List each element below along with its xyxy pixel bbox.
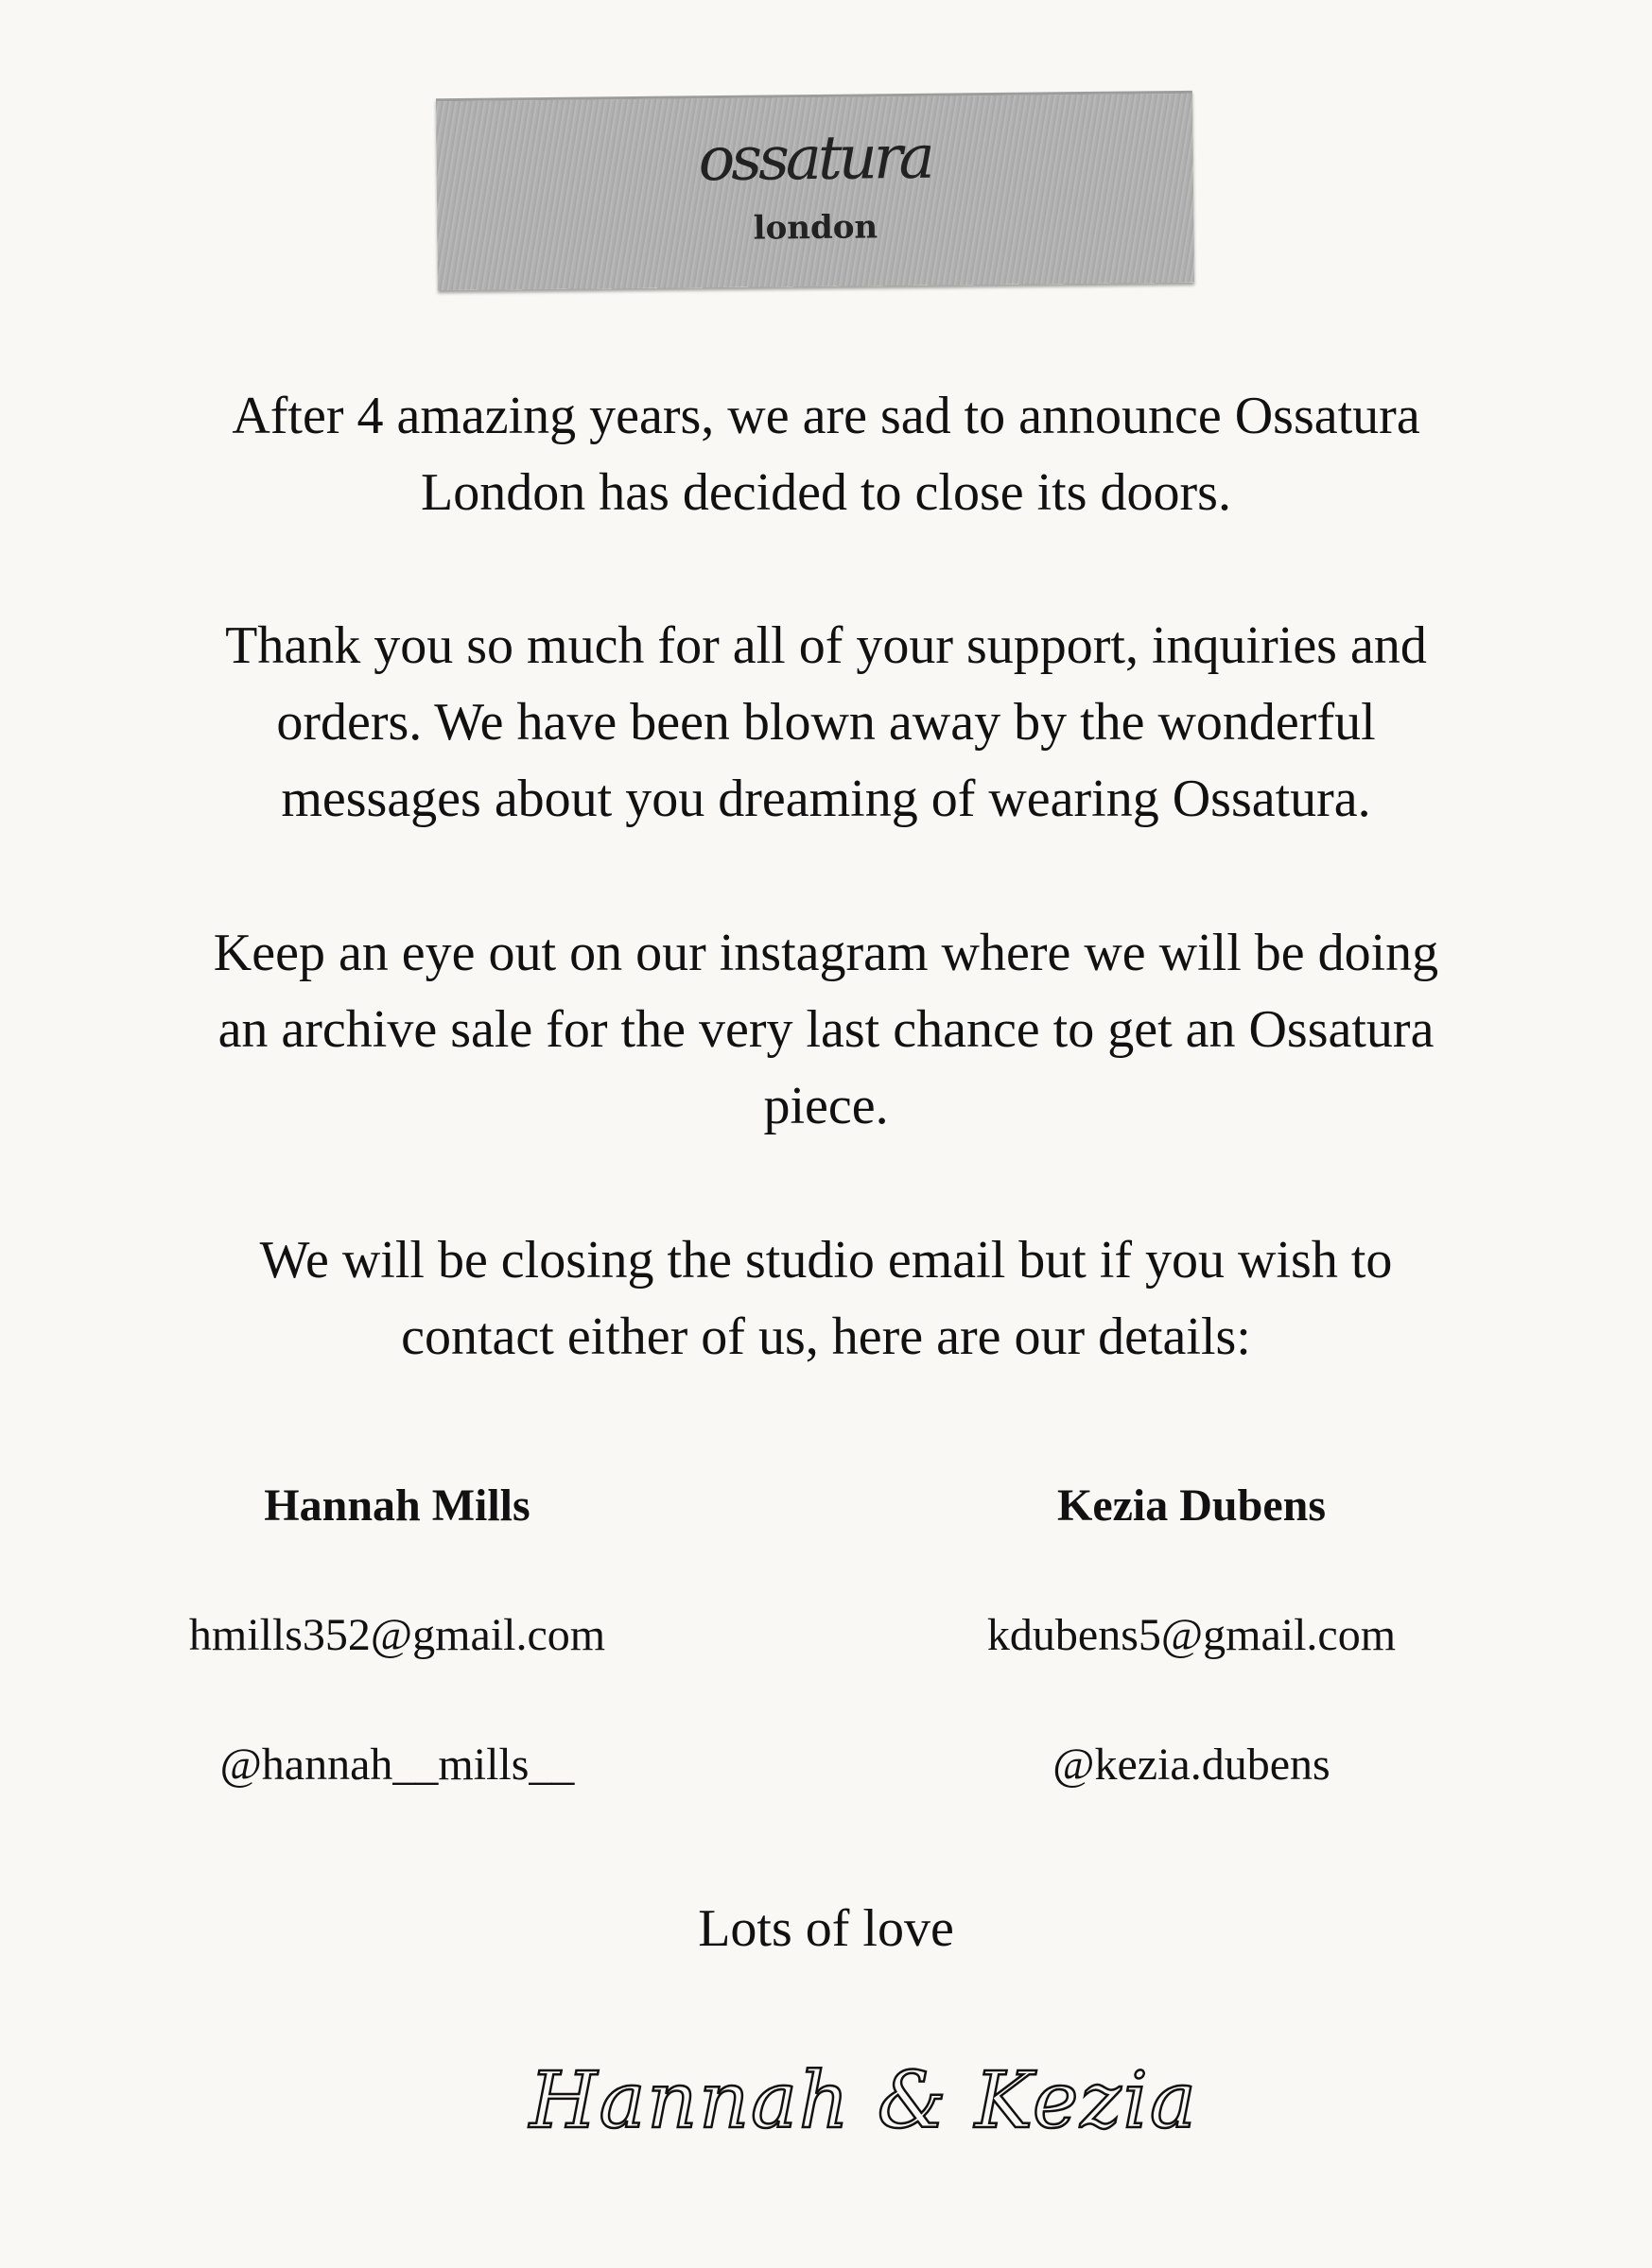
text-line: After 4 amazing years, we are sad to announce Ossatura [232, 387, 1420, 445]
text-line: We will be closing the studio email but if you wish to [259, 1231, 1393, 1290]
archive-sale-paragraph [0, 915, 1652, 1145]
contact-instagram[interactable]: @hannah__mills__ [219, 1740, 575, 1790]
ossatura-london-logo-label [436, 91, 1194, 290]
announcement-paragraph [0, 378, 1652, 531]
text-line: Keep an eye out on our instagram where we will be doing [213, 924, 1439, 982]
text-line: orders. We have been blown away by the wonderful [276, 693, 1376, 752]
text-line: piece. [763, 1077, 889, 1135]
contact-intro-paragraph [0, 1222, 1652, 1376]
text-line: messages about you dreaming of wearing Ossatura. [281, 770, 1371, 828]
logo-city: london [753, 208, 878, 248]
logo-script: ossatura [698, 122, 932, 196]
contact-email[interactable]: kdubens5@gmail.com [986, 1610, 1397, 1660]
contact-name: Hannah Mills [264, 1480, 530, 1531]
handwritten-signature [511, 2033, 1198, 2165]
text-line: Thank you so much for all of your support, inquiries and [225, 616, 1427, 675]
contact-email[interactable]: hmills352@gmail.com [188, 1610, 606, 1660]
text-line: an archive sale for the very last chance to get an Ossatura [217, 1000, 1435, 1059]
contact-instagram[interactable]: @kezia.dubens [1052, 1740, 1330, 1790]
text-line: London has decided to close its doors. [421, 463, 1231, 522]
closing-text [0, 1891, 1652, 1967]
thanks-paragraph [0, 608, 1652, 838]
signature-text: Hannah & Kezia [530, 2056, 1198, 2146]
contact-hannah [66, 1480, 728, 1791]
contact-name: Kezia Dubens [1056, 1480, 1326, 1531]
contact-kezia [861, 1480, 1522, 1791]
closing-line: Lots of love [698, 1899, 954, 1958]
text-line: contact either of us, here are our details: [401, 1307, 1251, 1366]
